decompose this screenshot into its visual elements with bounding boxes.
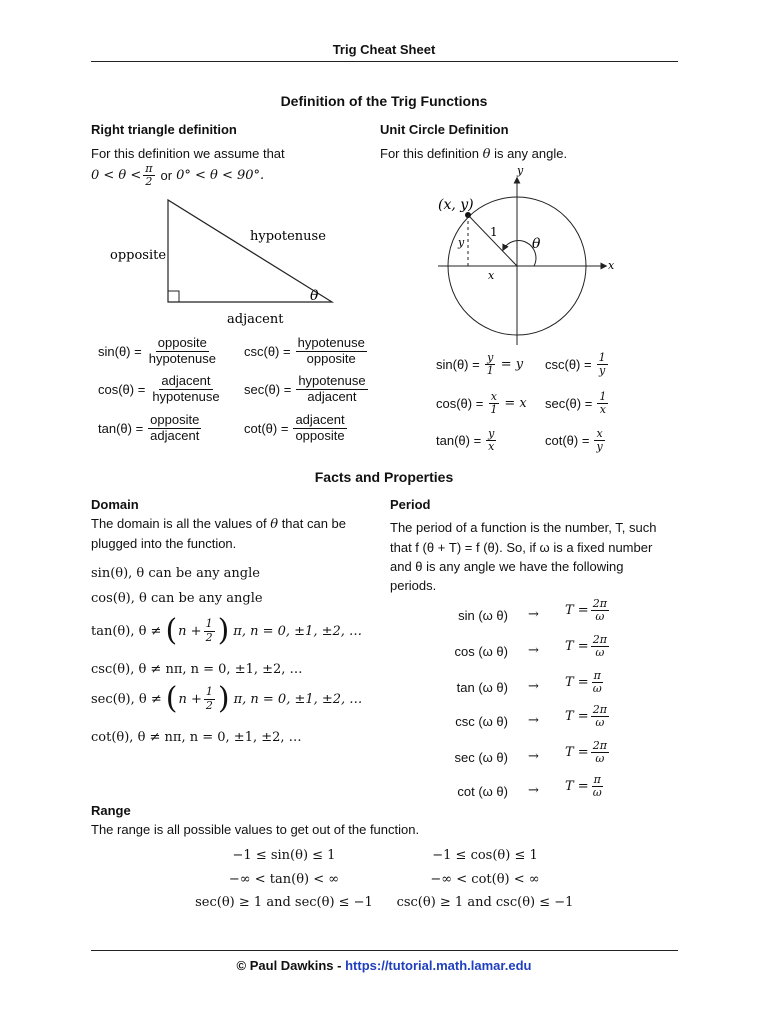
right-def-den: adjacent <box>150 427 200 443</box>
right-def-0 <box>98 336 220 366</box>
unit-def-den: 1 <box>490 403 498 417</box>
right-def-lhs: csc(θ) = <box>244 343 291 359</box>
unit-theta-label: θ <box>532 236 541 252</box>
unit-def-fraction <box>485 352 496 378</box>
right-def-fraction <box>296 374 367 404</box>
period-den: ω <box>592 682 602 696</box>
unit-def-lhs: sec(θ) = <box>545 396 593 412</box>
right-def-den: hypotenuse <box>148 350 216 366</box>
right-def-num: opposite <box>157 335 207 350</box>
triangle-shape <box>168 200 332 302</box>
unit-def-num: x <box>596 427 603 440</box>
period-fraction <box>591 598 609 624</box>
right-def-den: hypotenuse <box>152 388 220 404</box>
section-title-definitions: Definition of the Trig Functions <box>280 93 488 109</box>
unit-def-2 <box>436 391 527 417</box>
period-den: ω <box>595 716 605 730</box>
period-den: ω <box>592 786 602 800</box>
range-row-2-1: csc(θ) ≥ 1 and csc(θ) ≤ −1 <box>396 895 574 910</box>
radius-line <box>468 215 517 266</box>
period-result <box>565 740 611 766</box>
unit-circle-heading: Unit Circle Definition <box>380 122 509 137</box>
right-triangle-heading: Right triangle definition <box>91 122 237 137</box>
domain-tan: tan(θ), θ ≠ ( n + $\frac{1}{2}$ ) π, n = 0, ±1, ±2, … <box>91 613 363 648</box>
unit-def-num: 1 <box>599 390 607 403</box>
period-den: ω <box>595 610 605 624</box>
period-fraction <box>591 634 609 660</box>
right-def-lhs: cos(θ) = <box>98 381 146 397</box>
right-def-den: opposite <box>295 427 345 443</box>
right-def-1 <box>244 336 369 366</box>
period-heading: Period <box>390 497 431 512</box>
unit-def-fraction <box>597 391 608 417</box>
unit-def-num: y <box>487 351 494 364</box>
unit-circle-diagram <box>430 160 620 350</box>
unit-def-lhs: cot(θ) = <box>545 433 590 449</box>
period-lhs: T = <box>565 779 589 795</box>
domain-csc: csc(θ), θ ≠ nπ, n = 0, ±1, ±2, … <box>91 662 303 677</box>
range-text: The range is all possible values to get out of the function. <box>91 822 420 837</box>
period-text-4: periods. <box>390 578 437 593</box>
domain-sec: sec(θ), θ ≠ ( n + $\frac{1}{2}$ ) π, n = 0, ±1, ±2, … <box>91 681 363 716</box>
unit-def-fraction <box>594 428 604 454</box>
right-def-num: hypotenuse <box>298 373 366 388</box>
right-def-2 <box>98 374 224 404</box>
period-num: π <box>593 669 601 682</box>
period-arrow: → <box>528 643 539 658</box>
period-lhs: T = <box>565 675 589 691</box>
domain-sin: sin(θ), θ can be any angle <box>91 566 260 581</box>
footer-rule <box>91 950 678 951</box>
triangle-label-adjacent: adjacent <box>227 312 284 327</box>
period-fn: sec (ω θ) <box>454 750 508 765</box>
right-def-fraction <box>293 413 346 443</box>
period-result <box>565 634 611 660</box>
unit-def-5 <box>545 428 607 454</box>
period-fraction <box>591 740 609 766</box>
domain-text-2: plugged into the function. <box>91 536 237 551</box>
period-lhs: T = <box>565 603 589 619</box>
period-num: 2π <box>592 703 607 716</box>
domain-text-1: The domain is all the values of θ that can be <box>91 516 347 532</box>
right-triangle-condition <box>91 163 264 189</box>
period-lhs: T = <box>565 639 589 655</box>
radius-label: 1 <box>490 225 498 239</box>
unit-def-1 <box>545 352 610 378</box>
section-title-facts: Facts and Properties <box>314 469 454 485</box>
page-header-title: Trig Cheat Sheet <box>332 42 436 57</box>
right-def-fraction <box>150 374 221 404</box>
period-den: ω <box>595 752 605 766</box>
unit-def-den: x <box>488 440 495 454</box>
right-def-den: opposite <box>306 350 356 366</box>
triangle-label-theta: θ <box>310 288 319 304</box>
unit-def-rhs: = y <box>500 357 524 373</box>
condition-fraction: $\frac{\pi}{2}$ <box>145 162 153 189</box>
period-result <box>565 670 606 696</box>
header-rule <box>91 61 678 62</box>
unit-def-lhs: tan(θ) = <box>436 433 482 449</box>
period-arrow: → <box>528 679 539 694</box>
right-angle-marker <box>168 291 179 302</box>
triangle-label-opposite: opposite <box>110 248 167 263</box>
period-result <box>565 704 611 730</box>
condition-or: or <box>160 168 173 184</box>
unit-def-4 <box>436 428 498 454</box>
unit-def-lhs: csc(θ) = <box>545 357 592 373</box>
point-label: (x, y) <box>438 197 474 213</box>
unit-def-den: 1 <box>486 364 494 378</box>
period-fn: sin (ω θ) <box>458 608 508 623</box>
unit-def-rhs: = x <box>504 396 527 412</box>
period-arrow: → <box>528 749 539 764</box>
right-def-num: hypotenuse <box>297 335 365 350</box>
period-fn: cot (ω θ) <box>457 784 508 799</box>
domain-cos: cos(θ), θ can be any angle <box>91 591 263 606</box>
right-def-num: opposite <box>150 412 200 427</box>
y-leg-label: y <box>458 236 465 249</box>
range-heading: Range <box>91 803 131 818</box>
period-arrow: → <box>528 713 539 728</box>
range-row-0-1: −1 ≤ cos(θ) ≤ 1 <box>432 848 538 863</box>
period-arrow: → <box>528 783 539 798</box>
domain-cot: cot(θ), θ ≠ nπ, n = 0, ±1, ±2, … <box>91 730 302 745</box>
period-fraction <box>591 774 604 800</box>
period-text-1: The period of a function is the number, T, such <box>390 520 657 535</box>
unit-def-fraction <box>488 391 499 417</box>
period-num: 2π <box>592 739 607 752</box>
range-row-1-1: −∞ < cot(θ) < ∞ <box>430 872 540 887</box>
right-def-lhs: cot(θ) = <box>244 420 289 436</box>
condition-degrees: 0° < θ < 90°. <box>176 168 265 184</box>
period-num: 2π <box>592 597 607 610</box>
range-row-1-0: −∞ < tan(θ) < ∞ <box>228 872 340 887</box>
right-def-lhs: sin(θ) = <box>98 343 142 359</box>
period-fn: csc (ω θ) <box>455 714 508 729</box>
condition-inequality: 0 < θ < <box>91 168 142 184</box>
right-def-lhs: sec(θ) = <box>244 381 292 397</box>
period-fraction <box>591 670 604 696</box>
footer-copyright: © Paul Dawkins - <box>236 958 342 973</box>
right-def-lhs: tan(θ) = <box>98 420 144 436</box>
right-def-fraction <box>296 336 367 366</box>
unit-def-den: x <box>599 403 606 417</box>
period-lhs: T = <box>565 745 589 761</box>
domain-heading: Domain <box>91 497 139 512</box>
right-def-num: adjacent <box>295 412 345 427</box>
x-leg-label: x <box>488 269 495 282</box>
unit-def-lhs: sin(θ) = <box>436 357 480 373</box>
period-fraction <box>591 704 609 730</box>
right-def-num: adjacent <box>161 373 211 388</box>
period-fn: tan (ω θ) <box>456 680 508 695</box>
triangle-label-hypotenuse: hypotenuse <box>250 229 326 244</box>
period-fn: cos (ω θ) <box>454 644 508 659</box>
right-def-fraction <box>147 336 218 366</box>
footer <box>0 958 768 973</box>
unit-def-fraction <box>486 428 496 454</box>
right-def-fraction <box>148 413 201 443</box>
right-def-5 <box>244 413 349 443</box>
unit-def-3 <box>545 391 610 417</box>
unit-def-num: 1 <box>598 351 606 364</box>
unit-def-den: y <box>598 364 606 378</box>
unit-def-den: y <box>596 440 603 454</box>
y-axis-label: y <box>517 164 524 177</box>
footer-link[interactable]: https://tutorial.math.lamar.edu <box>345 958 532 973</box>
right-def-den: adjacent <box>307 388 357 404</box>
unit-def-fraction <box>597 352 608 378</box>
period-result <box>565 774 606 800</box>
unit-def-0 <box>436 352 523 378</box>
unit-def-num: x <box>490 390 497 403</box>
unit-circle-intro: For this definition θ is any angle. <box>380 146 568 162</box>
period-lhs: T = <box>565 709 589 725</box>
angle-arc <box>503 241 536 266</box>
unit-def-lhs: cos(θ) = <box>436 396 484 412</box>
period-text-2: that f (θ + T) = f (θ). So, if ω is a fixed number <box>390 540 653 555</box>
right-triangle-intro: For this definition we assume that <box>91 146 285 161</box>
range-row-2-0: sec(θ) ≥ 1 and sec(θ) ≤ −1 <box>195 895 373 910</box>
right-triangle-diagram <box>100 190 340 330</box>
range-row-0-0: −1 ≤ sin(θ) ≤ 1 <box>232 848 336 863</box>
right-def-3 <box>244 374 370 404</box>
period-den: ω <box>595 646 605 660</box>
period-text-3: and θ is any angle we have the following <box>390 559 624 574</box>
unit-def-num: y <box>488 427 495 440</box>
x-axis-label: x <box>608 259 615 272</box>
period-arrow: → <box>528 607 539 622</box>
period-num: π <box>593 773 601 786</box>
period-result <box>565 598 611 624</box>
period-num: 2π <box>592 633 607 646</box>
right-def-4 <box>98 413 203 443</box>
